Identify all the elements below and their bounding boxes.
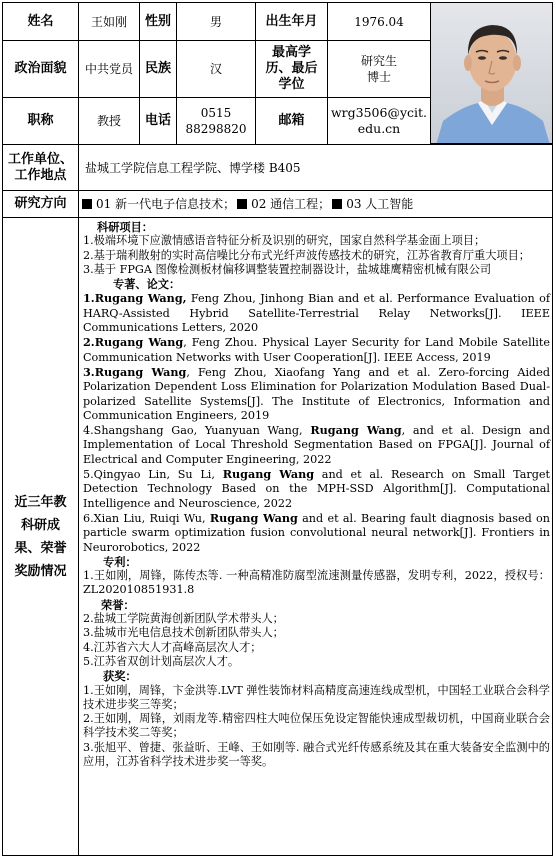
phone-value [176,97,256,145]
research-label: 研究方向 [2,190,79,218]
research-item-2: 02 通信工程； [251,197,331,211]
patent-item: 1.王如刚，周锋，陈传杰等. 一种高精准防腐型流速测量传感器，发明专利，2022，授权号：ZL202010851931.8 [83,569,550,597]
paper-coauthors: 5.Qingyao Lin, Su Li, [83,468,223,482]
degree-value-2: 博士 [366,70,391,84]
honor-item: 4.江苏省六大人才高峰高层次人才； [83,640,262,654]
politics-value: 中共党员 [78,40,140,98]
awards-heading: 获奖： [103,669,137,684]
email-label: 邮箱 [255,97,328,145]
paper-author: Rugang Wang, [94,291,187,306]
project-item: 3.基于 FPGA 图像检测板材偏移调整装置控制器设计，盐城雄鹰精密机械有限公司 [83,262,492,276]
email-value-2: edu.cn [357,121,401,136]
award-item: 3.张旭平、曾捷、张益昕、王峰、王如刚等. 融合式光纤传感系统及其在重大装备安全监测中的应用，江苏省科学技术进步奖一等奖。 [83,740,550,768]
birth-label: 出生年月 [255,2,328,41]
paper-author: Rugang Wang [209,510,298,525]
workplace-label: 工作单位、工作地点 [2,144,79,191]
paper-author: Rugang Wang [94,335,184,350]
degree-label: 最高学历、最后学位 [255,40,328,98]
title-label: 职称 [2,97,79,145]
research-item-3: 03 人工智能 [346,197,414,211]
paper-item [83,467,550,511]
patents-heading: 专利： [103,554,137,569]
email-value-1: wrg3506@ycit. [330,105,428,120]
honor-item: 2.盐城工学院黄海创新团队学术带头人； [83,612,284,626]
gender-label: 性别 [139,2,177,41]
phone-value-1: 0515 [200,106,232,120]
paper-coauthors: 6.Xian Liu, Ruiqi Wu, [83,511,210,525]
phone-label: 电话 [139,97,177,145]
paper-item [83,511,550,555]
paper-coauthors: 4.Shangshang Gao, Yuanyuan Wang, [83,424,311,438]
project-item: 2.基于瑞利散射的实时高信噪比分布式光纤声波传感技术的研究，江苏省教育厅重大项目； [83,248,530,262]
paper-item [83,335,550,365]
honor-item: 3.盐城市光电信息技术创新团队带头人； [83,626,284,640]
paper-author: Rugang Wang [222,467,315,482]
paper-details: , Feng Zhou, Xiaofang Yang and et al. Zero-forcing Aided Polarization Dependent Loss Elimination for Polarization Modulation Based Dual-polarized Satellite Systems[J]. The Institute of Electronics, Information and Communication Engineers, 2019 [83,365,550,422]
gender-value: 男 [176,2,256,41]
paper-item [83,423,550,467]
portrait-photo [430,2,553,144]
achievements-label: 近三年教科研成果、荣誉奖励情况 [2,217,79,856]
profile-table [2,2,553,856]
project-item: 1.极端环境下应激情感语音特征分析及识别的研究，国家自然科学基金面上项目； [83,234,486,248]
paper-number: 2. [83,335,95,350]
degree-value [327,40,431,98]
checkbox-checked-icon [237,199,247,209]
paper-details: Feng Zhou, Jinhong Bian and et al. Performance Evaluation of HARQ-Assisted Hybrid Satellite-Terrestrial Relay Networks[J]. IEEE Communications Letters, 2020 [83,292,550,335]
paper-item [83,291,550,335]
workplace-value: 盐城工学院信息工程学院、博学楼 B405 [78,144,553,191]
research-item-1: 01 新一代电子信息技术； [96,197,236,211]
title-value: 教授 [78,97,140,145]
papers-heading: 专著、论文： [113,277,181,292]
paper-details: , Feng Zhou. Physical Layer Security for Land Mobile Satellite Communication Networks with User Cooperation[J]. IEEE Access, 2019 [83,336,550,364]
checkbox-checked-icon [332,199,342,209]
honors-heading: 荣誉： [101,597,135,612]
politics-label: 政治面貌 [2,40,79,98]
paper-details: and et al. Bearing fault diagnosis based on particle swarm optimization fusion convolutional neural network[J]. Frontiers in Neurorobotics, 2022 [83,511,550,554]
email-value [327,97,431,145]
portrait-image [431,3,553,144]
paper-number: 3. [83,364,95,379]
checkbox-checked-icon [82,199,92,209]
paper-author: Rugang Wang [94,364,187,379]
paper-item [83,365,550,423]
birth-value: 1976.04 [327,2,431,41]
ethnic-label: 民族 [139,40,177,98]
research-directions [78,190,553,218]
paper-author: Rugang Wang [310,423,402,438]
honor-item: 5.江苏省双创计划高层次人才。 [83,654,240,668]
name-value: 王如刚 [78,2,140,41]
paper-details: , and et al. Design and Implementation of Local Threshold Segmentation Based on FPGA[J]. Journal of Electrical and Computer Engineering, 2022 [83,424,550,466]
projects-heading: 科研项目： [97,220,153,234]
degree-value-1: 研究生 [360,54,397,68]
phone-value-2: 88298820 [185,122,247,136]
award-item: 2.王如刚，周锋，刘雨龙等.精密四柱大吨位保压免设定智能快速成型裁切机，中国商业联合会科学技术奖二等奖； [83,712,550,740]
ethnic-value: 汉 [176,40,256,98]
achievements-content [78,217,553,856]
paper-details: and et al. Research on Small Target Detection Technology Based on the MPH-SSD Algorithm[J]. Computational Intelligence and Neuroscience, 2022 [83,468,550,510]
award-item: 1.王如刚，周锋，卞金洪等.LVT 弹性装饰材料高精度高速连线成型机，中国轻工业联合会科学技术进步奖三等奖； [83,683,550,711]
name-label: 姓名 [2,2,79,41]
paper-number: 1. [83,291,95,306]
